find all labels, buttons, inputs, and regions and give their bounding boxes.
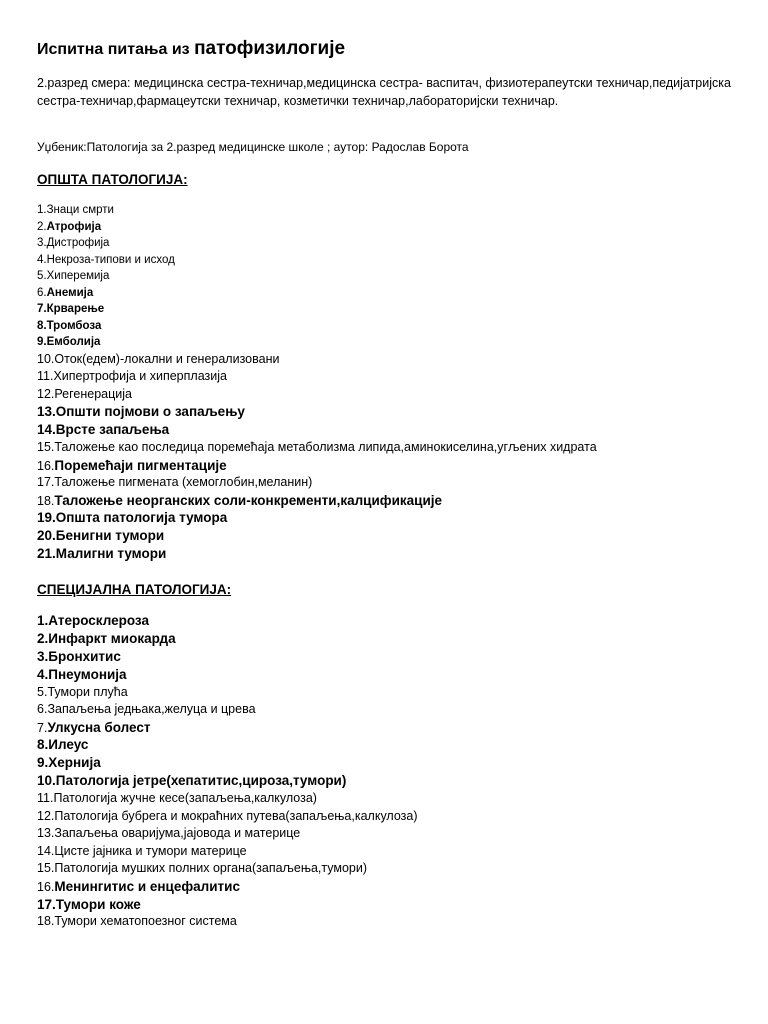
general-pathology-list [37,202,597,563]
item-number: 17. [37,896,56,912]
item-number: 5. [37,684,48,699]
item-text: Патологија мушких полних органа(запаљења,тумори) [54,861,368,876]
general-item [37,439,597,457]
item-number: 18. [37,493,55,508]
item-text: Патологија бубрега и мокраћних путева(запаљења,калкулоза) [54,808,418,823]
special-item [37,808,418,826]
item-text: Тумори плућа [47,684,128,699]
item-text: Запаљења једњака,желуца и црева [47,702,256,717]
item-number: 3. [37,648,49,664]
item-number: 16. [37,879,55,894]
special-item [37,612,418,630]
item-text: Бронхитис [48,648,121,664]
item-text: Патологија жучне кесе(запаљења,калкулоза) [53,791,317,806]
general-item [37,301,597,318]
item-text: Регенерација [54,386,132,401]
special-item [37,860,418,878]
special-item [37,878,418,896]
item-number: 11. [37,791,54,806]
special-item [37,701,418,719]
item-text: Тромбоза [46,319,102,332]
special-item [37,754,418,772]
item-text: Малигни тумори [55,546,167,562]
item-text: Атеросклероза [48,613,149,628]
special-pathology-heading: СПЕЦИЈАЛНА ПАТОЛОГИЈА: [37,582,232,597]
general-item [37,219,597,236]
item-text: Врсте запаљења [55,422,170,438]
item-text: Таложење неорганских соли-конкременти,калцификације [54,492,443,508]
special-item [37,684,418,702]
item-text: Анемија [46,286,94,299]
item-number: 13. [37,404,56,420]
item-number: 1. [37,613,49,628]
general-item [37,351,597,369]
special-item [37,896,418,914]
item-number: 4. [37,253,47,266]
general-item [37,268,597,285]
general-pathology-heading: ОПШТА ПАТОЛОГИЈА: [37,172,188,187]
item-number: 6. [37,286,47,299]
item-number: 20. [37,528,56,544]
general-item [37,509,597,527]
item-number: 14. [37,843,55,858]
item-text: Таложење као последица поремећаја метаболизма липида,аминокиселина,угљених хидрата [54,440,597,455]
item-text: Атрофија [46,220,102,233]
item-number: 16. [37,458,55,473]
item-text: Пнеумонија [48,666,127,682]
item-number: 9. [37,755,49,771]
intro-paragraph: 2.разред смера: медицинска сестра-техничар,медицинска сестра- васпитач, физиотерапеутски техничар,педијатријска сестра-техничар,фармацеутски техничар, козметички техничар,лабораторијски техничар. [37,76,731,108]
special-item [37,843,418,861]
item-text: Цисте јајника и тумори материце [54,843,247,858]
item-text: Тумори коже [55,896,141,912]
item-text: Улкусна болест [47,719,151,735]
item-number: 2. [37,630,49,646]
item-text: Општа патологија тумора [55,510,228,526]
item-number: 11. [37,369,54,384]
general-item [37,318,597,335]
item-number: 9. [37,336,47,348]
general-item [37,202,597,219]
item-text: Дистрофија [46,237,110,249]
item-number: 3. [37,237,47,249]
special-item [37,736,418,754]
general-item [37,235,597,252]
title-prefix: Испитна питања из [37,41,190,58]
item-text: Тумори хематопоезног система [54,914,237,929]
item-number: 10. [37,773,56,789]
item-number: 8. [37,737,49,753]
item-text: Крварење [46,303,105,315]
item-number: 15. [37,861,55,876]
item-text: Патологија јетре(хепатитис,цироза,тумори) [55,773,347,789]
item-number: 12. [37,386,55,401]
special-item [37,913,418,931]
general-item [37,527,597,545]
item-text: Хернија [48,755,101,771]
item-number: 12. [37,808,55,823]
item-text: Хипертрофија и хиперплазија [53,369,227,384]
special-pathology-list [37,612,418,931]
item-number: 17. [37,475,55,490]
general-item [37,386,597,404]
general-item [37,421,597,439]
special-item [37,666,418,684]
special-item [37,719,418,737]
general-item [37,285,597,302]
item-number: 1. [37,204,47,216]
item-number: 5. [37,270,47,282]
general-item [37,492,597,510]
special-item [37,772,418,790]
item-text: Таложење пигмената (хемоглобин,меланин) [54,475,313,490]
item-number: 6. [37,702,48,717]
item-number: 15. [37,440,55,455]
item-text: Општи појмови о запаљењу [55,404,245,420]
document-title [37,38,345,60]
item-text: Менингитис и енцефалитис [54,878,240,894]
special-item [37,648,418,666]
special-item [37,825,418,843]
general-item [37,474,597,492]
item-number: 10. [37,351,55,366]
item-text: Поремећаји пигментације [54,457,227,473]
item-number: 19. [37,510,56,526]
general-item [37,545,597,563]
item-text: Илеус [48,737,89,753]
item-text: Бенигни тумори [55,528,165,544]
item-number: 2. [37,220,47,233]
item-text: Некроза-типови и исход [46,253,175,266]
general-item [37,252,597,269]
general-item [37,334,597,351]
title-main: патофизилогије [194,38,346,59]
item-text: Знаци смрти [46,204,114,216]
item-number: 4. [37,666,49,682]
item-text: Хиперемија [46,270,110,282]
general-item [37,403,597,421]
item-number: 7. [37,720,48,735]
item-text: Инфаркт миокарда [48,630,176,646]
item-number: 7. [37,303,47,315]
item-number: 13. [37,826,55,841]
item-text: Запаљења оваријума,јајовода и материце [54,826,301,841]
item-text: Оток(едем)-локални и генерализовани [54,351,280,366]
item-number: 18. [37,914,55,929]
general-item [37,368,597,386]
item-text: Емболија [46,336,101,348]
textbook-line: Уџбеник:Патологија за 2.разред медицинске школе ; аутор: Радослав Борота [37,140,469,154]
item-number: 21. [37,546,56,562]
item-number: 14. [37,422,56,438]
special-item [37,630,418,648]
item-number: 8. [37,319,47,332]
general-item [37,457,597,475]
special-item [37,790,418,808]
